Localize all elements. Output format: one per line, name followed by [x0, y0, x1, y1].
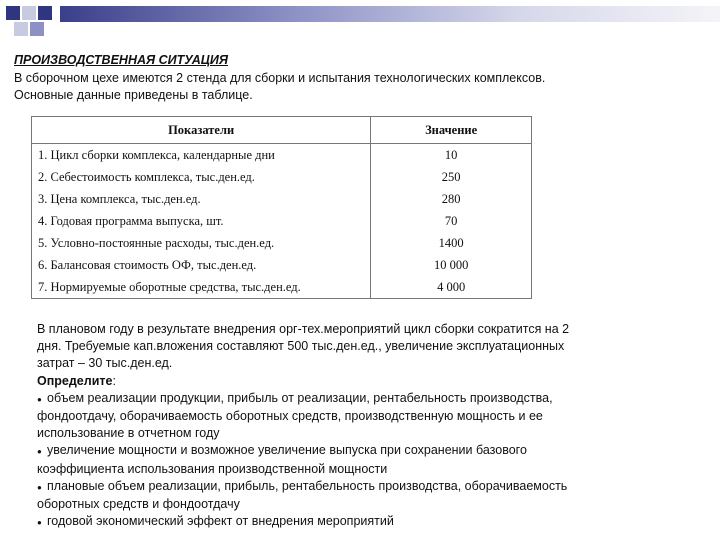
bullet-continuation: фондоотдачу, оборачиваемость оборотных средств, производственную мощность и ее	[37, 409, 543, 424]
table-row	[32, 188, 532, 210]
bullet-icon: ●	[37, 518, 42, 528]
bullet-item	[37, 390, 677, 408]
intro-line: В сборочном цехе имеются 2 стенда для сборки и испытания технологических комплексов.	[14, 71, 546, 85]
table-row	[32, 166, 532, 188]
table-row	[32, 232, 532, 254]
row-label: 3. Цена комплекса, тыс.ден.ед.	[32, 188, 371, 210]
decor-band	[60, 6, 720, 22]
row-value: 4 000	[371, 276, 532, 299]
row-value: 70	[371, 210, 532, 232]
task-line: В плановом году в результате внедрения орг-тех.мероприятий цикл сборки сократится на 2	[37, 322, 570, 336]
row-value: 280	[371, 188, 532, 210]
determine-label: Определите	[37, 373, 113, 388]
bullet-item	[37, 442, 677, 460]
determine-colon: :	[112, 373, 116, 388]
bullet-continuation: коэффициента использования производственной мощности	[37, 461, 388, 476]
header-indicators: Показатели	[32, 117, 371, 144]
bullet-icon: ●	[37, 482, 42, 492]
decor-square-4	[14, 22, 28, 36]
indicators-table	[31, 116, 532, 299]
bullet-item	[37, 513, 677, 531]
decorative-header	[0, 0, 720, 40]
bullet-continuation: использование в отчетном году	[37, 426, 220, 441]
decor-square-5	[30, 22, 44, 36]
header-value: Значение	[371, 117, 532, 144]
bullet-text: увеличение мощности и возможное увеличение выпуска при сохранении базового	[47, 443, 527, 458]
bullet-continuation: оборотных средств и фондоотдачу	[37, 497, 240, 512]
row-value: 250	[371, 166, 532, 188]
task-description	[37, 321, 677, 531]
row-label: 6. Балансовая стоимость ОФ, тыс.ден.ед.	[32, 254, 371, 276]
row-label: 1. Цикл сборки комплекса, календарные дни	[32, 144, 371, 167]
bullet-icon: ●	[37, 447, 42, 457]
row-label: 5. Условно-постоянные расходы, тыс.ден.ед.	[32, 232, 371, 254]
decor-square-1	[6, 6, 20, 20]
row-label: 7. Нормируемые оборотные средства, тыс.ден.ед.	[32, 276, 371, 299]
table-row	[32, 276, 532, 299]
table-header-row	[32, 117, 532, 144]
bullet-text: объем реализации продукции, прибыль от реализации, рентабельность производства,	[47, 390, 553, 405]
row-label: 4. Годовая программа выпуска, шт.	[32, 210, 371, 232]
row-value: 10 000	[371, 254, 532, 276]
row-label: 2. Себестоимость комплекса, тыс.ден.ед.	[32, 166, 371, 188]
table-row	[32, 254, 532, 276]
page-heading: ПРОИЗВОДСТВЕННАЯ СИТУАЦИЯ	[14, 53, 229, 67]
table-row	[32, 210, 532, 232]
intro-line: Основные данные приведены в таблице.	[14, 88, 253, 102]
task-line: дня. Требуемые кап.вложения составляют 500 тыс.ден.ед., увеличение эксплуатационных	[37, 339, 565, 354]
bullet-text: плановые объем реализации, прибыль, рентабельность производства, оборачиваемость	[47, 478, 568, 493]
bullet-item	[37, 478, 677, 496]
decor-square-3	[38, 6, 52, 20]
bullet-icon: ●	[37, 394, 42, 404]
task-line: затрат – 30 тыс.ден.ед.	[37, 356, 173, 371]
row-value: 1400	[371, 232, 532, 254]
intro-text	[14, 70, 545, 104]
table-row	[32, 144, 532, 167]
bullet-text: годовой экономический эффект от внедрения мероприятий	[47, 514, 394, 529]
determine-line	[37, 373, 677, 390]
row-value: 10	[371, 144, 532, 167]
decor-square-2	[22, 6, 36, 20]
